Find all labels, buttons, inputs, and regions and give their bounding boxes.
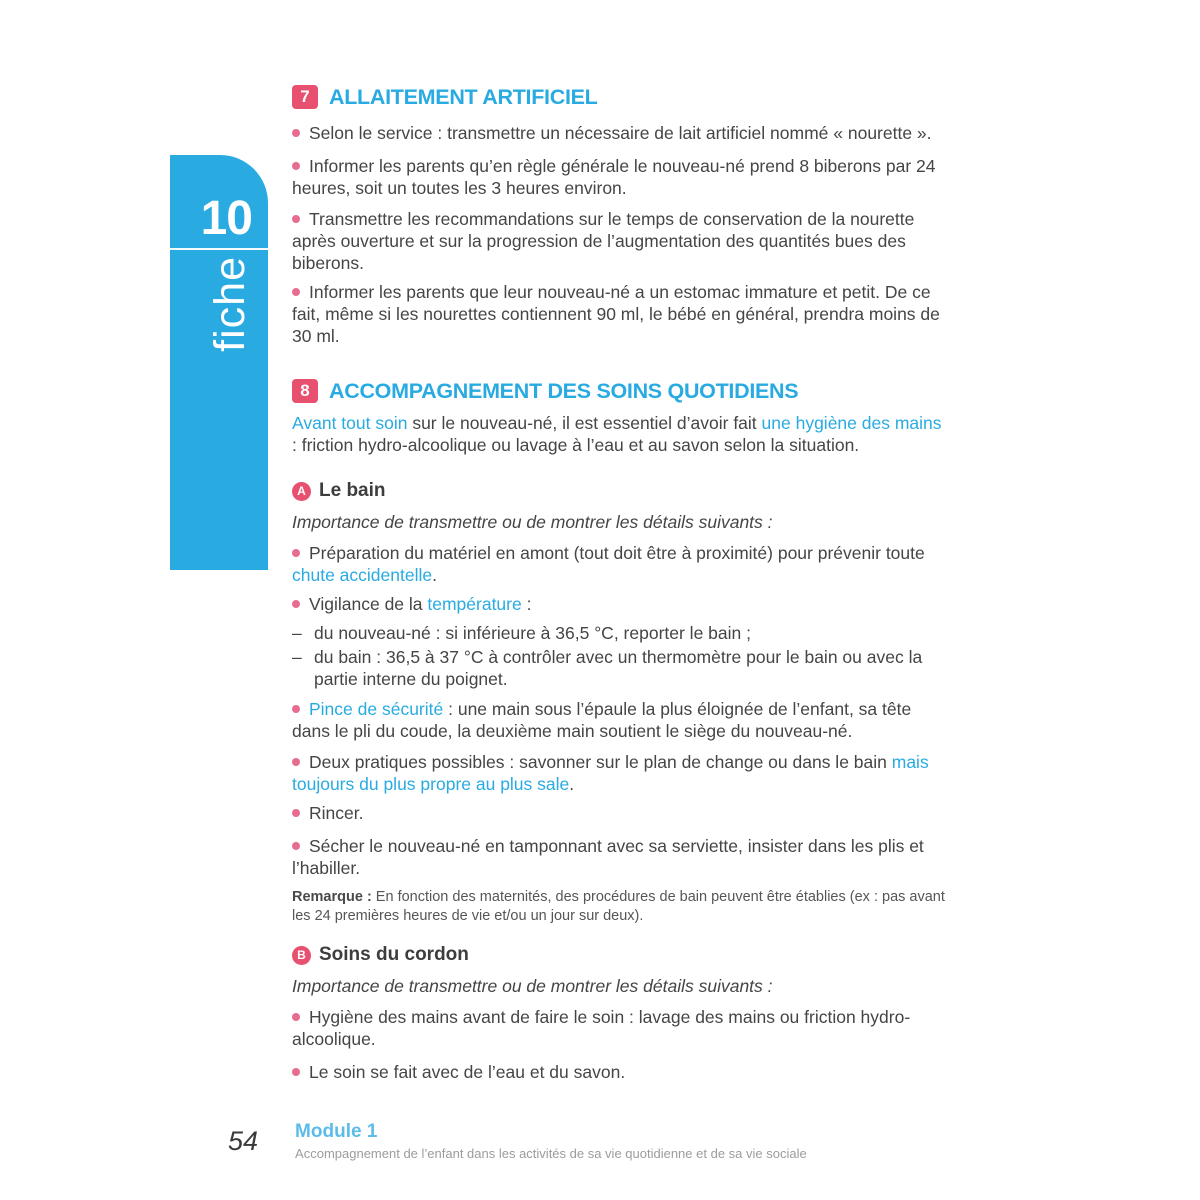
bain-b4-text-1: Deux pratiques possibles : savonner sur le plan de change ou dans le bain <box>309 752 892 772</box>
bain-b4-text-2: . <box>569 774 575 794</box>
bain-b3-highlight: Pince de sécurité <box>309 699 444 719</box>
footer-module-block <box>295 1122 807 1161</box>
page-footer <box>228 1122 807 1161</box>
bain-d1-text: du nouveau-né : si inférieure à 36,5 °C, reporter le bain ; <box>314 623 751 643</box>
fiche-label: fiche <box>206 256 254 352</box>
fiche-divider <box>170 248 268 250</box>
bain-bullet-6 <box>292 835 950 879</box>
section-7-title: ALLAITEMENT ARTIFICIEL <box>329 85 598 109</box>
bain-bullet-3 <box>292 698 950 742</box>
bain-b2-text-1: Vigilance de la <box>309 594 428 614</box>
section-8-title: ACCOMPAGNEMENT DES SOINS QUOTIDIENS <box>329 379 799 403</box>
cordon-bullet-1 <box>292 1006 950 1050</box>
bain-dash-2 <box>292 646 950 690</box>
main-content <box>292 84 950 1092</box>
footer-module-subtitle: Accompagnement de l’enfant dans les activités de sa vie quotidienne et de sa vie sociale <box>295 1145 807 1161</box>
bain-remark-text: En fonction des maternités, des procédures de bain peuvent être établies (ex : pas avant les 24 premières heures de vie et/ou un jour sur deux). <box>292 889 945 924</box>
bain-remark <box>292 888 950 926</box>
bain-b1-highlight: chute accidentelle <box>292 565 433 585</box>
fiche-tab <box>170 155 268 570</box>
s7-bullet-4 <box>292 281 950 347</box>
footer-module-title: Module 1 <box>295 1121 378 1142</box>
bain-b6-text: Sécher le nouveau-né en tamponnant avec sa serviette, insister dans les plis et l’habiller. <box>292 836 924 878</box>
section-8-header <box>292 378 950 404</box>
bain-bullet-4 <box>292 751 950 795</box>
bain-title: Le bain <box>319 480 386 501</box>
s8-intro-highlight-1: Avant tout soin <box>292 413 408 433</box>
s7-bullet-1-text: Selon le service : transmettre un nécessaire de lait artificiel nommé « nourette ». <box>309 123 932 143</box>
bain-header <box>292 480 950 502</box>
s7-bullet-2-text: Informer les parents qu’en règle générale le nouveau-né prend 8 biberons par 24 heures, soit un toutes les 3 heures environ. <box>292 156 936 198</box>
section-8-badge: 8 <box>292 379 318 403</box>
cordon-b2-text: Le soin se fait avec de l’eau et du savon. <box>309 1062 626 1082</box>
section-7-header <box>292 84 950 110</box>
fiche-number: 10 <box>200 192 252 245</box>
bain-b3-text: : une main sous l’épaule la plus éloignée de l’enfant, sa tête dans le pli du coude, la deuxième main soutient le siège du nouveau-né. <box>292 699 912 741</box>
s8-intro <box>292 412 950 456</box>
cordon-header <box>292 944 950 966</box>
bain-bullet-5 <box>292 802 950 824</box>
bain-d2-text: du bain : 36,5 à 37 °C à contrôler avec un thermomètre pour le bain ou avec la partie interne du poignet. <box>314 647 923 689</box>
cordon-title: Soins du cordon <box>319 944 469 965</box>
bain-bullet-2 <box>292 593 950 615</box>
bain-remark-label: Remarque : <box>292 889 372 905</box>
s7-bullet-4-text: Informer les parents que leur nouveau-né a un estomac immature et petit. De ce fait, même si les nourettes contiennent 90 ml, le bébé en général, prendra moins de 30 ml. <box>292 282 940 346</box>
bain-b2-text-2: : <box>521 594 532 614</box>
s8-intro-highlight-2: une hygiène des mains <box>761 413 942 433</box>
cordon-b1-text: Hygiène des mains avant de faire le soin : lavage des mains ou friction hydro-alcoolique. <box>292 1007 911 1049</box>
s8-intro-text-2: : friction hydro-alcoolique ou lavage à l’eau et au savon selon la situation. <box>292 435 860 455</box>
cordon-lead: Importance de transmettre ou de montrer les détails suivants : <box>292 976 773 996</box>
bain-badge: A <box>292 482 311 501</box>
bain-bullet-1 <box>292 542 950 586</box>
bain-b1-text-2: . <box>432 565 437 585</box>
section-7-badge: 7 <box>292 85 318 109</box>
bain-dash-1 <box>292 622 950 644</box>
s7-bullet-2 <box>292 155 950 199</box>
bain-b4-highlight: mais toujours du plus propre au plus sale <box>292 752 929 794</box>
cordon-badge: B <box>292 946 311 965</box>
s8-intro-text-1: sur le nouveau-né, il est essentiel d’avoir fait <box>407 413 762 433</box>
s7-bullet-3-text: Transmettre les recommandations sur le temps de conservation de la nourette après ouverture et sur la progression de l’augmentation des quantités bues des biberons. <box>292 209 915 273</box>
bain-lead: Importance de transmettre ou de montrer les détails suivants : <box>292 512 773 532</box>
s7-bullet-3 <box>292 208 950 274</box>
bain-b1-text-1: Préparation du matériel en amont (tout doit être à proximité) pour prévenir toute <box>309 543 925 563</box>
s7-bullet-1 <box>292 122 950 144</box>
page-number: 54 <box>228 1126 259 1156</box>
cordon-bullet-2 <box>292 1061 950 1083</box>
bain-b2-highlight: température <box>427 594 522 614</box>
bain-b5-text: Rincer. <box>309 803 364 823</box>
